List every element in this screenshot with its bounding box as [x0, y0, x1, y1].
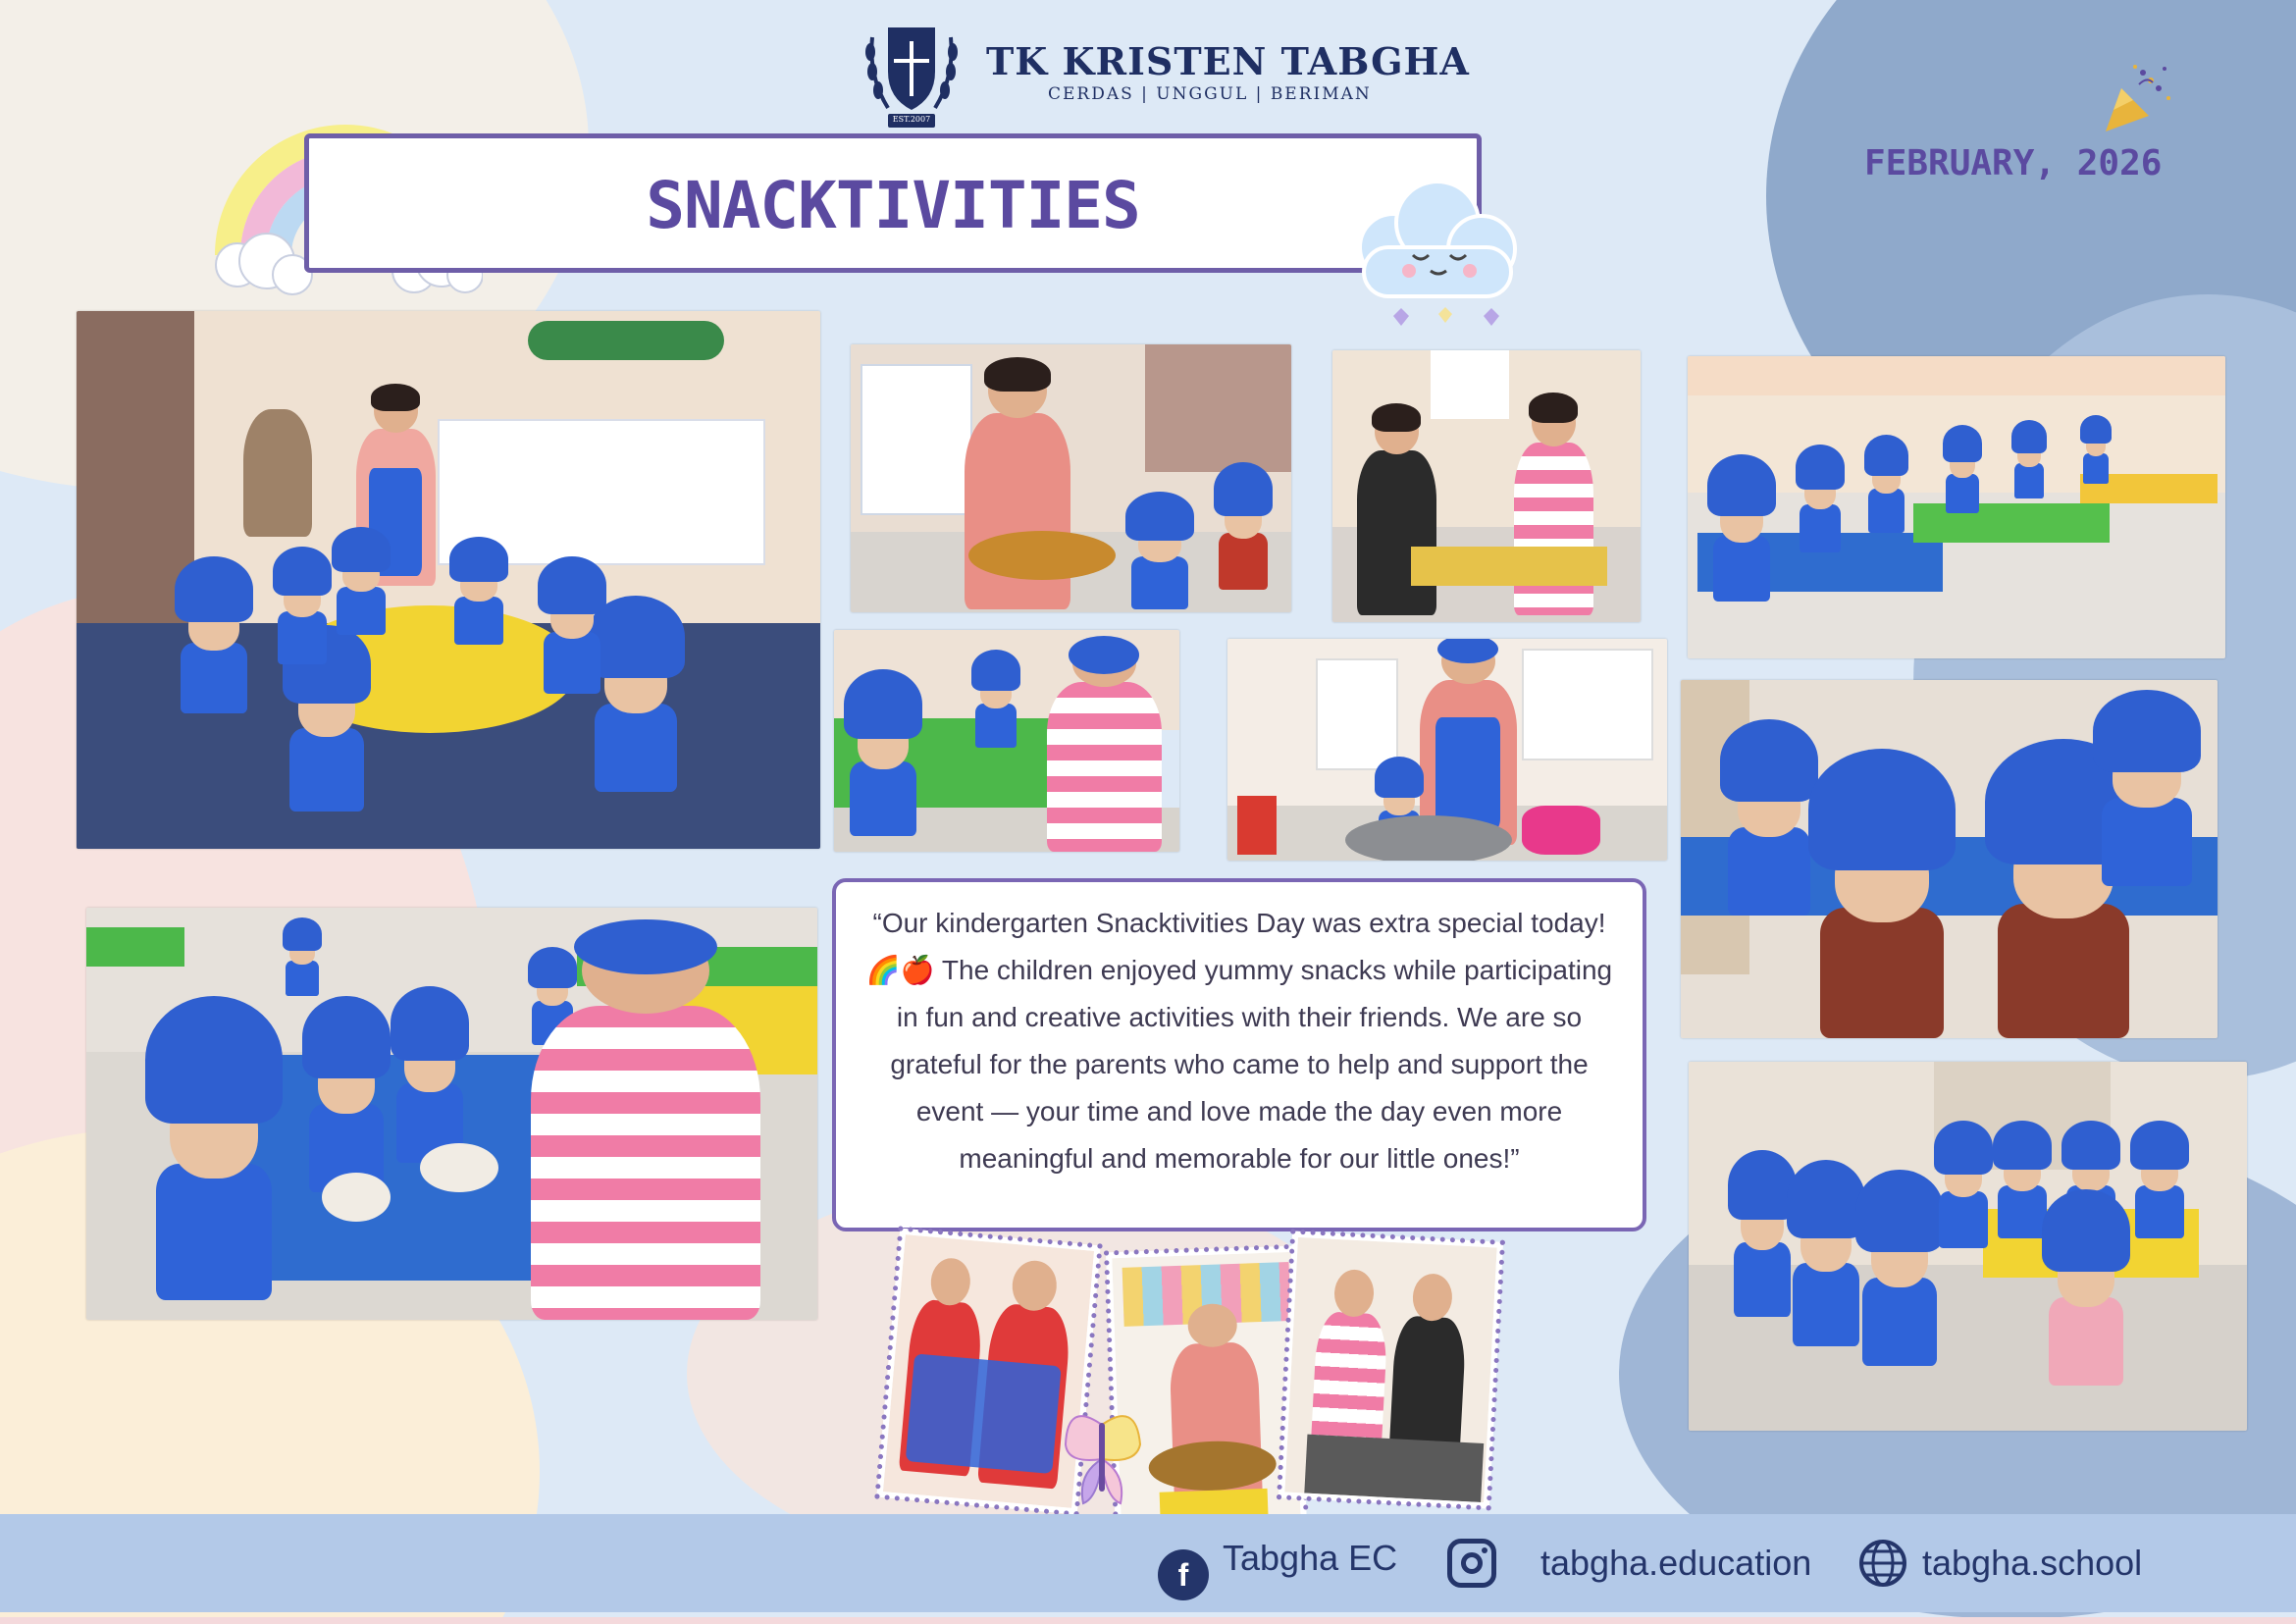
photo-kids-green-table [834, 630, 1179, 852]
quote-box [832, 878, 1646, 1231]
page-title: SNACKTIVITIES [646, 168, 1140, 243]
facebook-handle: Tabgha EC [1223, 1538, 1398, 1578]
photo-long-tables [1688, 356, 2225, 658]
school-name: TK KRISTEN TABGHA [986, 39, 1470, 83]
globe-icon [1857, 1538, 1908, 1589]
cloud-icon [1344, 169, 1531, 355]
website-link[interactable] [1857, 1534, 2142, 1593]
school-crest-icon [859, 18, 965, 131]
photo-kids-seated-group [1689, 1062, 2247, 1431]
facebook-icon: f [1158, 1549, 1209, 1600]
photo-parents-cooking [1332, 350, 1641, 622]
photo-classroom-table [77, 311, 820, 849]
party-popper-icon [2100, 59, 2178, 137]
quote-text: “Our kindergarten Snacktivities Day was extra special today! 🌈🍎 The children enjoyed yummy snacks while participating in fun and creative activities with their friends. We are so grateful for the parents who came to help and support the event — your time and love made the day even more meaningful and memorable for our little ones!” [865, 908, 1613, 1174]
instagram-icon [1447, 1539, 1496, 1588]
polaroid-two-parents [1278, 1231, 1503, 1509]
website-address: tabgha.school [1922, 1543, 2143, 1583]
photo-parent-serving [851, 344, 1291, 612]
school-motto: CERDAS | UNGGUL | BERIMAN [1048, 84, 1372, 104]
logo-est-text: EST.2007 [892, 115, 931, 124]
photo-teacher-wok [1227, 639, 1667, 861]
instagram-link[interactable] [1447, 1534, 1811, 1593]
date-label: FEBRUARY, 2026 [1864, 143, 2163, 183]
facebook-link[interactable] [1158, 1534, 1397, 1593]
photo-kids-closeup [1681, 680, 2218, 1038]
instagram-handle: tabgha.education [1540, 1543, 1812, 1583]
butterfly-icon [1058, 1405, 1146, 1513]
title-banner [304, 133, 1482, 273]
photo-mother-and-kids [86, 908, 817, 1320]
